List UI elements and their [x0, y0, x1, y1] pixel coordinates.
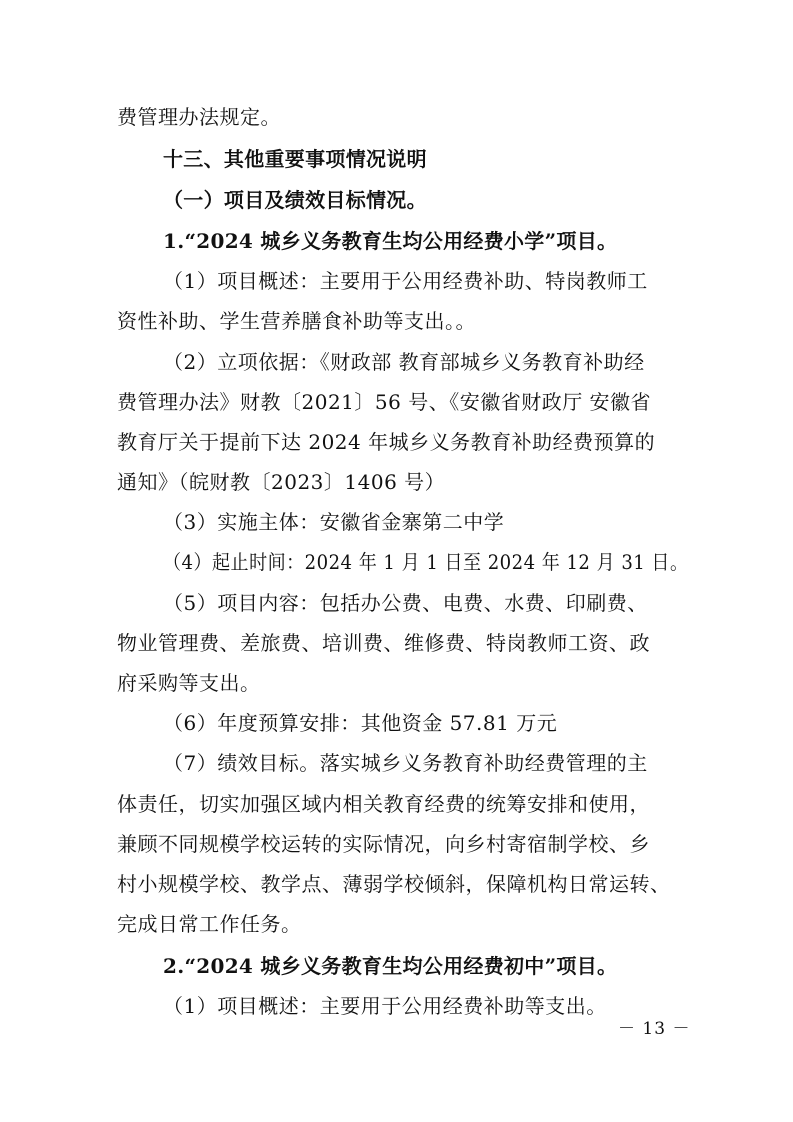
paragraph-line: 府采购等支出。 [117, 671, 261, 695]
section-heading: 十三、其他重要事项情况说明 [163, 147, 427, 171]
paragraph-line: 通知》（皖财教〔2023〕1406 号） [117, 470, 446, 494]
page-number: － 13 － [618, 1019, 691, 1039]
paragraph-line: （2）立项依据：《财政部 教育部城乡义务教育补助经 [163, 350, 645, 374]
paragraph-line: 资性补助、学生营养膳食补助等支出。。 [117, 309, 476, 333]
subsection-heading: （一）项目及绩效目标情况。 [163, 188, 427, 212]
project-heading: 2.“2024 城乡义务教育生均公用经费初中”项目。 [163, 954, 618, 978]
paragraph-line: 体责任，切实加强区域内相关教育经费的统筹安排和使用， [117, 792, 650, 816]
paragraph-line: 物业管理费、差旅费、培训费、维修费、特岗教师工资、政 [117, 631, 650, 655]
paragraph-line: （4）起止时间：2024 年 1 月 1 日至 2024 年 12 月 31 日。 [163, 550, 689, 574]
paragraph-line: 费管理办法规定。 [117, 105, 281, 129]
paragraph-line: 费管理办法》财教〔2021〕56 号、《安徽省财政厅 安徽省 [117, 390, 652, 414]
paragraph-line: （1）项目概述：主要用于公用经费补助、特岗教师工 [163, 269, 648, 293]
paragraph-line: （3）实施主体：安徽省金寨第二中学 [163, 510, 505, 534]
paragraph-line: 完成日常工作任务。 [117, 912, 302, 936]
paragraph-line: 教育厅关于提前下达 2024 年城乡义务教育补助经费预算的 [117, 430, 656, 454]
paragraph-line: （5）项目内容：包括办公费、电费、水费、印刷费、 [163, 591, 648, 615]
paragraph-line: （7）绩效目标。落实城乡义务教育补助经费管理的主 [163, 751, 648, 775]
paragraph-line: 兼顾不同规模学校运转的实际情况，向乡村寄宿制学校、乡 [117, 832, 650, 856]
project-heading: 1.“2024 城乡义务教育生均公用经费小学”项目。 [163, 229, 618, 253]
paragraph-line: （6）年度预算安排：其他资金 57.81 万元 [163, 711, 558, 735]
paragraph-line: （1）项目概述：主要用于公用经费补助等支出。 [163, 994, 607, 1018]
paragraph-line: 村小规模学校、教学点、薄弱学校倾斜，保障机构日常运转、 [117, 872, 671, 896]
